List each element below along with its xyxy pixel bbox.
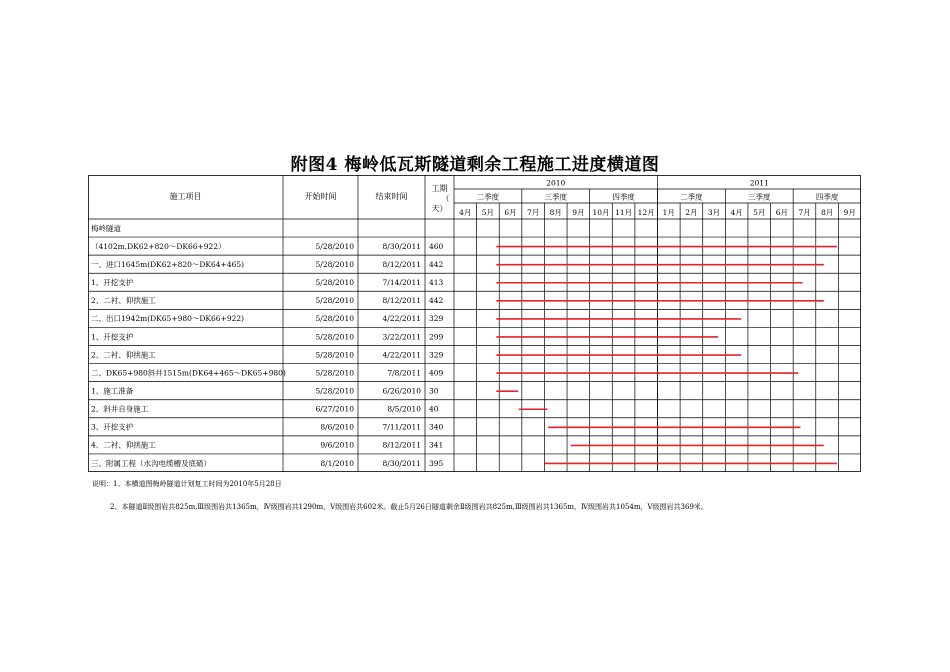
- header-duration-3: 天）: [431, 204, 448, 213]
- row-item-label: 梅岭隧道: [91, 223, 121, 233]
- row-start-date: 8/1/2010: [320, 458, 354, 468]
- row-duration: 460: [429, 241, 444, 251]
- row-start-date: 5/28/2010: [315, 368, 354, 378]
- header-month: 5月: [481, 208, 495, 217]
- header-month: 2月: [685, 208, 698, 217]
- row-end-date: 8/30/2011: [382, 458, 421, 468]
- row-end-date: 7/8/2011: [387, 368, 421, 378]
- row-item-label: 4、二衬、仰拱施工: [91, 440, 156, 450]
- row-end-date: 4/22/2011: [382, 314, 421, 324]
- row-start-date: 8/6/2010: [320, 422, 354, 432]
- header-month: 5月: [753, 208, 766, 217]
- row-end-date: 8/5/2010: [387, 404, 421, 414]
- header-month: 7月: [526, 208, 540, 217]
- row-duration: 341: [429, 440, 444, 450]
- header-month: 12月: [637, 208, 655, 217]
- header-month: 10月: [592, 208, 610, 217]
- header-month: 1月: [662, 208, 675, 217]
- row-item-label: 2、二衬、仰拱施工: [91, 350, 156, 360]
- row-end-date: 4/22/2011: [382, 350, 421, 360]
- row-duration: 395: [429, 458, 444, 468]
- header-month: 7月: [798, 208, 811, 217]
- note-1: 说明：1、本横道图梅岭隧道计划复工时间为2010年5月28日: [92, 480, 282, 488]
- row-end-date: 8/12/2011: [382, 440, 421, 450]
- row-start-date: 5/28/2010: [315, 296, 354, 306]
- row-end-date: 8/30/2011: [382, 241, 421, 251]
- header-end: 结束时间: [375, 192, 408, 201]
- row-start-date: 6/27/2010: [315, 404, 354, 414]
- header-quarter: 二季度: [680, 192, 703, 202]
- header-quarter: 三季度: [748, 192, 771, 202]
- schedule-table: [88, 175, 861, 472]
- row-duration: 413: [429, 278, 444, 288]
- row-duration: 299: [429, 332, 444, 342]
- row-item-label: 二、出口1942m(DK65+980～DK66+922): [91, 314, 245, 324]
- header-month: 11月: [615, 208, 633, 217]
- row-end-date: 7/14/2011: [382, 278, 421, 288]
- row-item-label: 一、进口1645m(DK62+820～DK64+465): [91, 259, 245, 269]
- row-start-date: 5/28/2010: [315, 332, 354, 342]
- header-duration-2: （: [441, 194, 450, 203]
- header-month: 3月: [707, 208, 721, 217]
- row-item-label: 二、DK65+980斜井1515m(DK64+465～DK65+980): [91, 368, 286, 378]
- row-duration: 329: [429, 350, 444, 360]
- header-month: 4月: [730, 208, 743, 217]
- header-year: 2011: [749, 178, 769, 188]
- row-end-date: 8/12/2011: [382, 259, 421, 269]
- gantt-grid: [88, 175, 861, 472]
- row-duration: 442: [429, 259, 444, 269]
- row-end-date: 3/22/2011: [382, 332, 421, 342]
- header-quarter: 四季度: [612, 192, 635, 202]
- row-duration: 30: [429, 386, 439, 396]
- row-end-date: 6/26/2010: [382, 386, 421, 396]
- row-item-label: 三、附属工程（水沟电缆槽及底碴）: [91, 458, 211, 468]
- header-duration-1: 工期: [431, 184, 448, 193]
- row-duration: 340: [429, 422, 444, 432]
- row-duration: 442: [429, 296, 444, 306]
- header-month: 9月: [843, 208, 856, 217]
- row-item-label: （4102m,DK62+820～DK66+922）: [91, 241, 226, 251]
- row-item-label: 2、二衬、仰拱施工: [91, 296, 156, 306]
- document-title: 附图4 梅岭低瓦斯隧道剩余工程施工进度横道图: [290, 155, 660, 175]
- header-start: 开始时间: [304, 192, 337, 201]
- row-duration: 409: [429, 368, 444, 378]
- header-month: 9月: [572, 208, 585, 217]
- row-start-date: 9/6/2010: [320, 440, 354, 450]
- row-start-date: 5/28/2010: [315, 278, 354, 288]
- row-start-date: 5/28/2010: [315, 350, 354, 360]
- row-end-date: 7/11/2011: [382, 422, 421, 432]
- row-item-label: 1、开挖支护: [91, 278, 134, 288]
- header-month: 8月: [820, 208, 834, 217]
- header-month: 6月: [504, 208, 517, 217]
- row-end-date: 8/12/2011: [382, 296, 421, 306]
- row-item-label: 2、斜井自身施工: [91, 404, 149, 414]
- row-start-date: 5/28/2010: [315, 314, 354, 324]
- header-month: 6月: [775, 208, 789, 217]
- header-item: 施工项目: [169, 192, 202, 201]
- header-month: 4月: [459, 208, 472, 217]
- row-item-label: 1、开挖支护: [91, 332, 134, 342]
- header-quarter: 三季度: [544, 192, 567, 202]
- header-year: 2010: [546, 178, 566, 188]
- row-duration: 40: [429, 404, 439, 414]
- row-duration: 329: [429, 314, 444, 324]
- row-item-label: 3、开挖支护: [91, 422, 134, 432]
- row-start-date: 5/28/2010: [315, 241, 354, 251]
- header-quarter: 二季度: [476, 192, 500, 202]
- note-2: 2、本隧道Ⅱ级围岩共825m,Ⅲ级围岩共1365m，Ⅳ级围岩共1290m，Ⅴ级围岩共602米。截止5月26日隧道剩余Ⅱ级围岩共825m,Ⅲ级围岩共1365m，Ⅳ级围岩共1054m，Ⅴ级围岩共369米。: [110, 503, 708, 511]
- header-month: 8月: [549, 208, 562, 217]
- row-start-date: 5/28/2010: [315, 386, 354, 396]
- row-start-date: 5/28/2010: [315, 259, 354, 269]
- row-item-label: 1、施工准备: [91, 386, 134, 396]
- header-quarter: 四季度: [815, 192, 839, 202]
